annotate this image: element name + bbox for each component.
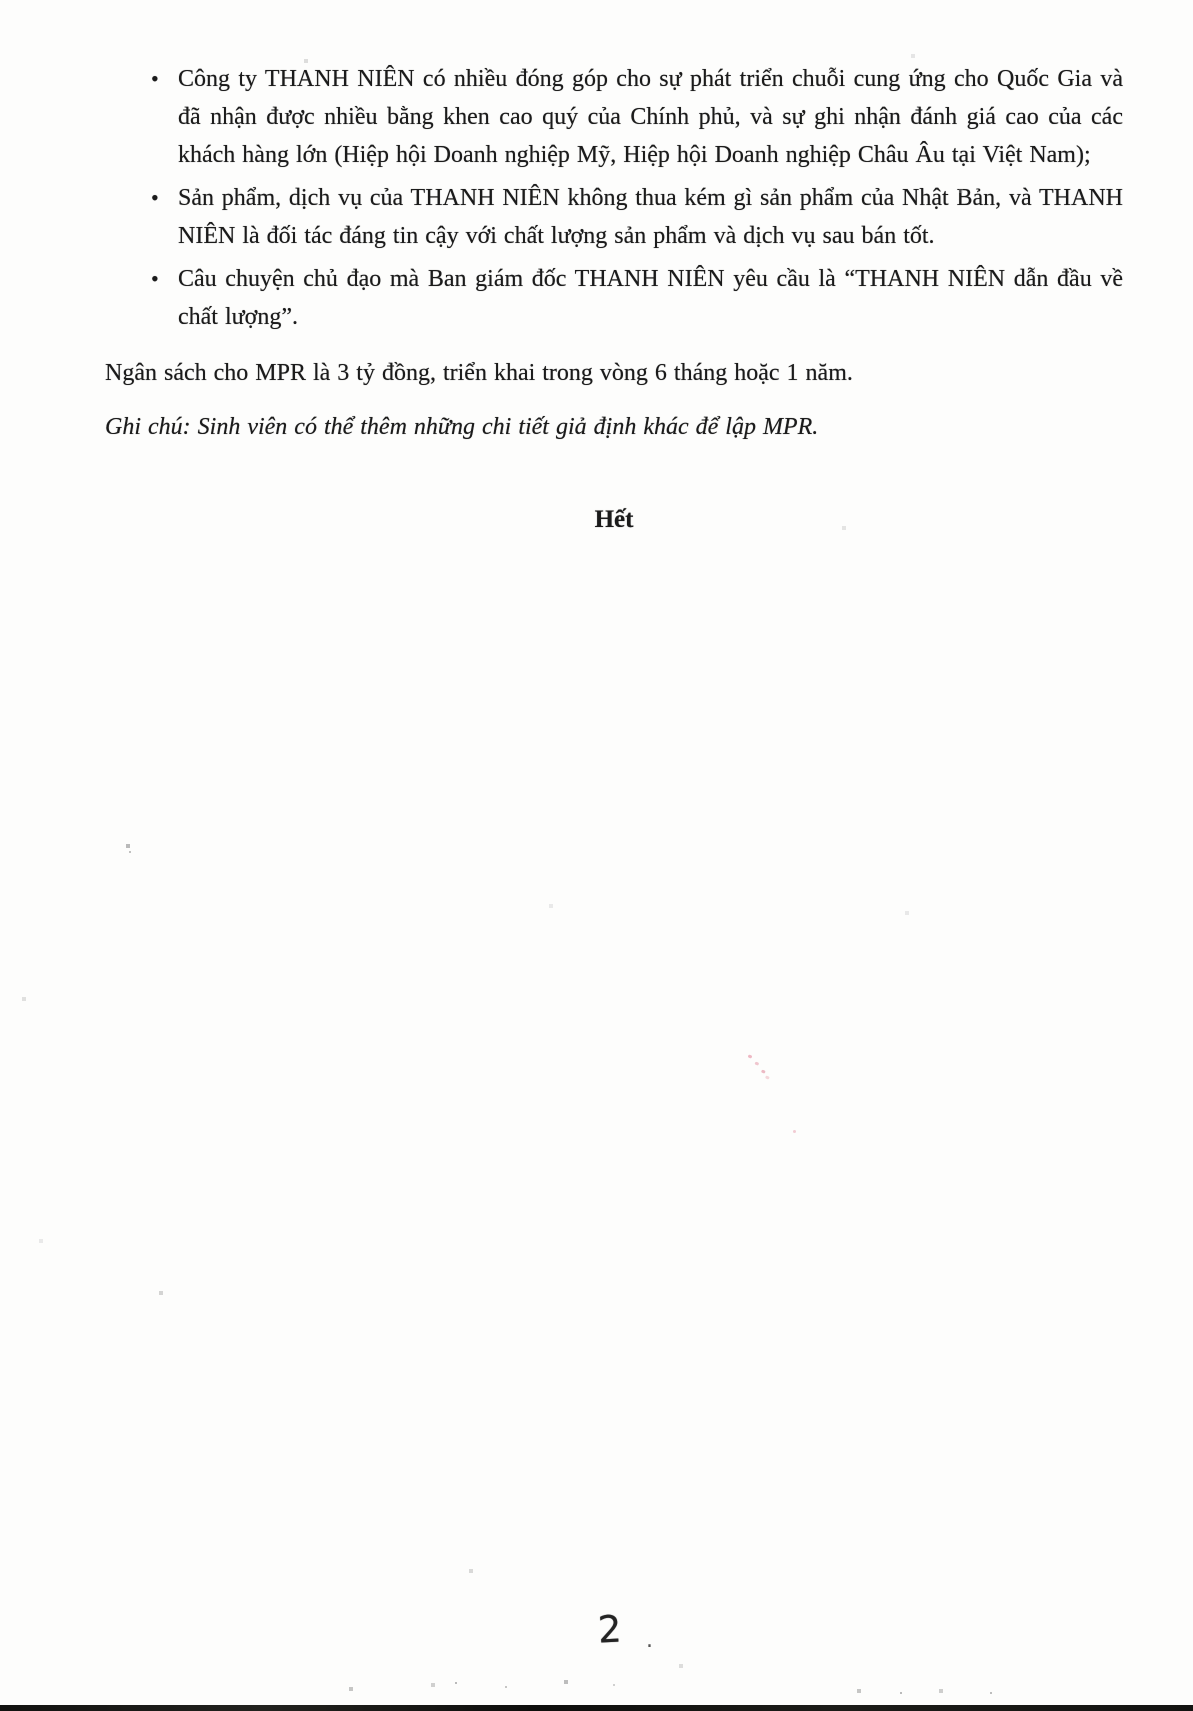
bullet-dot-icon: • bbox=[151, 185, 159, 210]
pink-ink-smudge bbox=[748, 1054, 753, 1058]
scanner-edge-line bbox=[0, 1705, 1193, 1711]
page-number: 2 bbox=[596, 1607, 623, 1652]
pink-ink-dot bbox=[793, 1130, 796, 1133]
bullet-text: Công ty THANH NIÊN có nhiều đóng góp cho sự phát triển chuỗi cung ứng cho Quốc Gia và đã nhận được nhiều bằng khen cao quý của Chính phủ, và sự ghi nhận đánh giá cao của các khách hàng lớn (Hiệp hội Doanh nghiệp Mỹ, Hiệp hội Doanh nghiệp Châu Âu tại Việt Nam); bbox=[178, 66, 1123, 168]
bullet-item-product-quality bbox=[105, 179, 1123, 255]
page-content bbox=[105, 60, 1123, 534]
bullet-text: Sản phẩm, dịch vụ của THANH NIÊN không thua kém gì sản phẩm của Nhật Bản, và THANH NIÊN là đối tác đáng tin cậy với chất lượng sản phẩm và dịch vụ sau bán tốt. bbox=[178, 185, 1123, 249]
scan-noise-specks bbox=[0, 0, 2, 2]
budget-paragraph: Ngân sách cho MPR là 3 tỷ đồng, triển khai trong vòng 6 tháng hoặc 1 năm. bbox=[105, 360, 853, 386]
end-marker: Hết bbox=[594, 506, 634, 533]
bullet-dot-icon: • bbox=[151, 266, 159, 291]
bullet-item-company-contribution bbox=[105, 60, 1123, 174]
note-paragraph: Ghi chú: Sinh viên có thể thêm những chi tiết giả định khác để lập MPR. bbox=[105, 414, 819, 440]
bullet-list bbox=[105, 60, 1123, 336]
bullet-item-key-message bbox=[105, 260, 1123, 336]
page-number-dot: . bbox=[646, 1628, 653, 1653]
bullet-text: Câu chuyện chủ đạo mà Ban giám đốc THANH NIÊN yêu cầu là “THANH NIÊN dẫn đầu về chất lượng”. bbox=[178, 266, 1123, 330]
bullet-dot-icon: • bbox=[151, 66, 159, 91]
